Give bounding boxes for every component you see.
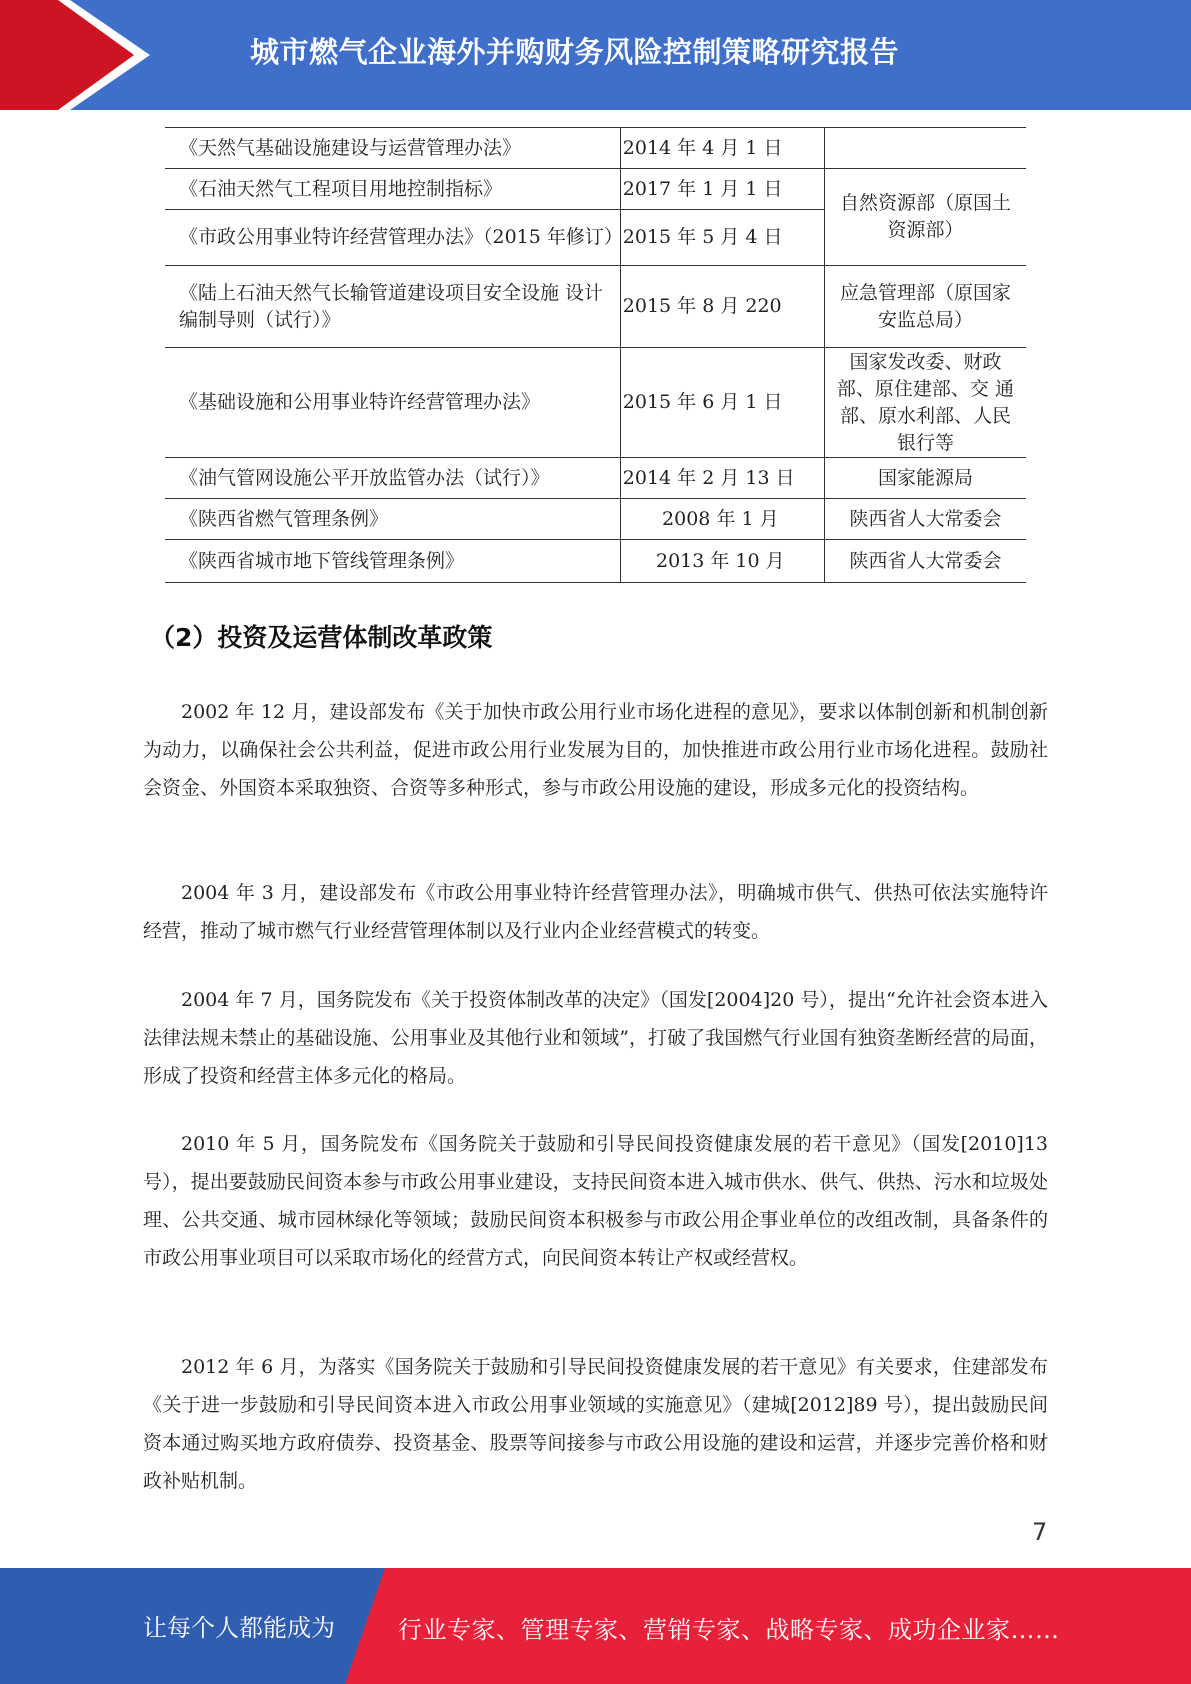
- policy-date: 2015 年 6 月 1 日: [620, 348, 824, 458]
- policy-authority: 国家发改委、财政部、原住建部、交 通部、原水利部、人民银行等: [824, 348, 1026, 458]
- policy-name: 《市政公用事业特许经营管理办法》（2015 年修订）: [165, 210, 620, 266]
- policy-date: 2013 年 10 月: [620, 540, 824, 583]
- page-footer: [0, 1568, 1191, 1684]
- policy-authority: 应急管理部（原国家 安监总局）: [824, 266, 1026, 348]
- policy-date: 2015 年 8 月 220: [620, 266, 824, 348]
- policy-name: 《陕西省城市地下管线管理条例》: [165, 540, 620, 583]
- policy-authority: 自然资源部（原国土资源部）: [824, 169, 1026, 266]
- report-title: 城市燃气企业海外并购财务风险控制策略研究报告: [250, 35, 900, 69]
- policy-name: 《油气管网设施公平开放监管办法（试行）》: [165, 458, 620, 499]
- policy-authority: 国家能源局: [824, 458, 1026, 499]
- policy-name: 《天然气基础设施建设与运营管理办法》: [165, 128, 620, 169]
- policy-date: 2017 年 1 月 1 日: [620, 169, 824, 210]
- header-chevron-icon: [0, 0, 160, 110]
- table-row: [165, 266, 1026, 348]
- body-paragraph: 2002 年 12 月，建设部发布《关于加快市政公用行业市场化进程的意见》，要求以体制创新和机制创新为动力，以确保社会公共利益，促进市政公用行业发展为目的，加快推进市政公用行业市场化进程。鼓励社会资金、外国资本采取独资、合资等多种形式，参与市政公用设施的建设，形成多元化的投资结构。: [143, 701, 1048, 799]
- policy-name: 《基础设施和公用事业特许经营管理办法》: [165, 348, 620, 458]
- table-row: [165, 458, 1026, 499]
- policy-date: 2015 年 5 月 4 日: [620, 210, 824, 266]
- policy-date: 2014 年 2 月 13 日: [620, 458, 824, 499]
- body-paragraph: 2004 年 7 月，国务院发布《关于投资体制改革的决定》（国发[2004]20 号），提出“允许社会资本进入法律法规未禁止的基础设施、公用事业及其他行业和领域”，打破了我国燃气行业国有独资垄断经营的局面，形成了投资和经营主体多元化的格局。: [143, 989, 1048, 1087]
- body-paragraph: 2004 年 3 月，建设部发布《市政公用事业特许经营管理办法》，明确城市供气、供热可依法实施特许经营，推动了城市燃气行业经营管理体制以及行业内企业经营模式的转变。: [143, 882, 1048, 942]
- policy-date: 2008 年 1 月: [620, 499, 824, 540]
- policy-authority: [824, 128, 1026, 169]
- policy-authority: 陕西省人大常委会: [824, 540, 1026, 583]
- table-row: [165, 499, 1026, 540]
- table-row: [165, 348, 1026, 458]
- table-row: [165, 128, 1026, 169]
- body-paragraph: 2012 年 6 月，为落实《国务院关于鼓励和引导民间投资健康发展的若干意见》有关要求，住建部发布《关于进一步鼓励和引导民间资本进入市政公用事业领域的实施意见》（建城[2012]89 号），提出鼓励民间资本通过购买地方政府债券、投资基金、股票等间接参与市政公用设施的建设和运营，并逐步完善价格和财政补贴机制。: [143, 1356, 1048, 1492]
- policy-name: 《陕西省燃气管理条例》: [165, 499, 620, 540]
- page-header: [0, 0, 1191, 110]
- table-row: [165, 169, 1026, 210]
- body-paragraph: 2010 年 5 月，国务院发布《国务院关于鼓励和引导民间投资健康发展的若干意见》（国发[2010]13 号），提出要鼓励民间资本参与市政公用事业建设，支持民间资本进入城市供水、供气、供热、污水和垃圾处理、公共交通、城市园林绿化等领域；鼓励民间资本积极参与市政公用企事业单位的改组改制，具备条件的市政公用事业项目可以采取市场化的经营方式，向民间资本转让产权或经营权。: [143, 1133, 1048, 1269]
- footer-slogan-right: 行业专家、管理专家、营销专家、战略专家、成功企业家……: [398, 1616, 1060, 1644]
- policy-name: 《石油天然气工程项目用地控制指标》: [165, 169, 620, 210]
- footer-slogan-left: 让每个人都能成为: [143, 1614, 335, 1642]
- section-heading: （2）投资及运营体制改革政策: [150, 623, 493, 652]
- table-row: [165, 540, 1026, 583]
- policy-name: 《陆上石油天然气长输管道建设项目安全设施 设计编制导则（试行）》: [165, 266, 620, 348]
- page-number: 7: [1032, 1518, 1048, 1546]
- policy-authority: 陕西省人大常委会: [824, 499, 1026, 540]
- policy-date: 2014 年 4 月 1 日: [620, 128, 824, 169]
- policy-table: [165, 127, 1026, 583]
